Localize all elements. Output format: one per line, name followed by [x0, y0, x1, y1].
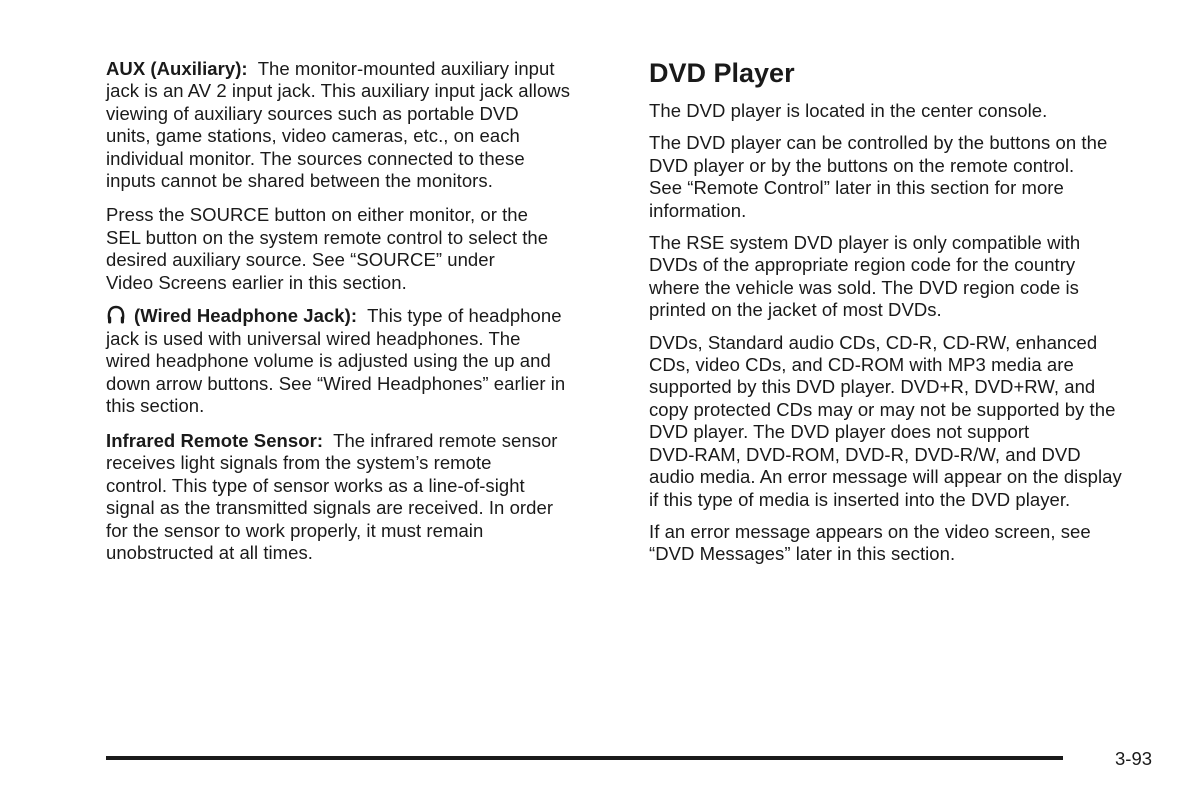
headphone-lead: (Wired Headphone Jack):	[134, 305, 358, 327]
p4-line-8: if this type of media is inserted into the DVD player.	[649, 488, 1071, 510]
p1-line-1: The DVD player is located in the center console.	[649, 100, 1048, 121]
right-column	[649, 58, 1159, 566]
p4-line-7: audio media. An error message will appear on the display	[649, 466, 1122, 488]
p4-line-5: DVD player. The DVD player does not support	[649, 421, 1030, 443]
p2-line-4: information.	[649, 199, 747, 221]
p5-line-2: “DVD Messages” later in this section.	[649, 543, 956, 565]
infrared-line-6: unobstructed at all times.	[106, 542, 313, 564]
aux-lead: AUX (Auxiliary):	[106, 58, 248, 79]
infrared-line-4: signal as the transmitted signals are received. In order	[106, 497, 554, 519]
headphone-paragraph	[106, 305, 616, 418]
region-code-paragraph	[649, 232, 1159, 322]
p2-line-1: The DVD player can be controlled by the buttons on the	[649, 132, 1108, 154]
headphone-line-1: This type of headphone	[367, 305, 562, 327]
p4-line-6: DVD-RAM, DVD-ROM, DVD-R, DVD-R/W, and DVD	[649, 443, 1081, 465]
infrared-line-5: for the sensor to work properly, it must remain	[106, 519, 484, 541]
p3-line-2: DVDs of the appropriate region code for the country	[649, 254, 1076, 276]
p3-line-3: where the vehicle was sold. The DVD region code is	[649, 276, 1079, 298]
aux-line-5: individual monitor. The sources connected to these	[106, 147, 525, 169]
aux-paragraph	[106, 58, 616, 192]
headphone-line-3: wired headphone volume is adjusted using the up and	[106, 350, 551, 372]
dvd-location-paragraph	[649, 100, 1159, 122]
p5-line-1: If an error message appears on the video screen, see	[649, 520, 1091, 542]
p4-line-2: CDs, video CDs, and CD-ROM with MP3 media are	[649, 354, 1074, 376]
section-heading: DVD Player	[649, 58, 795, 88]
source-paragraph	[106, 204, 616, 294]
headphone-line-4: down arrow buttons. See “Wired Headphones” earlier in	[106, 372, 566, 394]
aux-line-3: viewing of auxiliary sources such as portable DVD	[106, 102, 519, 124]
headphone-line-2: jack is used with universal wired headphones. The	[106, 327, 521, 349]
infrared-line-1: The infrared remote sensor	[333, 430, 558, 452]
source-line-3: desired auxiliary source. See “SOURCE” under	[106, 249, 495, 271]
error-message-paragraph	[649, 521, 1159, 566]
headphone-icon	[106, 305, 126, 325]
infrared-line-2: receives light signals from the system’s remote	[106, 452, 492, 474]
p4-line-4: copy protected CDs may or may not be supported by the	[649, 398, 1116, 420]
infrared-paragraph	[106, 430, 616, 564]
p3-line-1: The RSE system DVD player is only compatible with	[649, 232, 1081, 254]
footer-rule	[106, 756, 1063, 760]
source-line-1: Press the SOURCE button on either monitor, or the	[106, 204, 528, 226]
p2-line-3: See “Remote Control” later in this section for more	[649, 177, 1064, 199]
p2-line-2: DVD player or by the buttons on the remote control.	[649, 154, 1075, 176]
aux-line-6: inputs cannot be shared between the monitors.	[106, 170, 493, 192]
source-line-2: SEL button on the system remote control to select the	[106, 226, 549, 248]
infrared-lead: Infrared Remote Sensor:	[106, 430, 324, 452]
left-column	[106, 58, 616, 564]
p3-line-4: printed on the jacket of most DVDs.	[649, 299, 942, 321]
headphone-line-5: this section.	[106, 395, 205, 417]
supported-media-paragraph	[649, 332, 1159, 511]
p4-line-1: DVDs, Standard audio CDs, CD-R, CD-RW, enhanced	[649, 331, 1098, 353]
infrared-line-3: control. This type of sensor works as a line-of-sight	[106, 474, 525, 496]
source-line-4: Video Screens earlier in this section.	[106, 271, 407, 293]
aux-line-4: units, game stations, video cameras, etc., on each	[106, 125, 520, 147]
p4-line-3: supported by this DVD player. DVD+R, DVD+RW, and	[649, 376, 1096, 398]
aux-line-2: jack is an AV 2 input jack. This auxiliary input jack allows	[106, 80, 570, 102]
aux-line-1: The monitor-mounted auxiliary input	[257, 58, 555, 79]
dvd-controls-paragraph	[649, 132, 1159, 222]
page-number: 3-93	[1115, 748, 1153, 769]
